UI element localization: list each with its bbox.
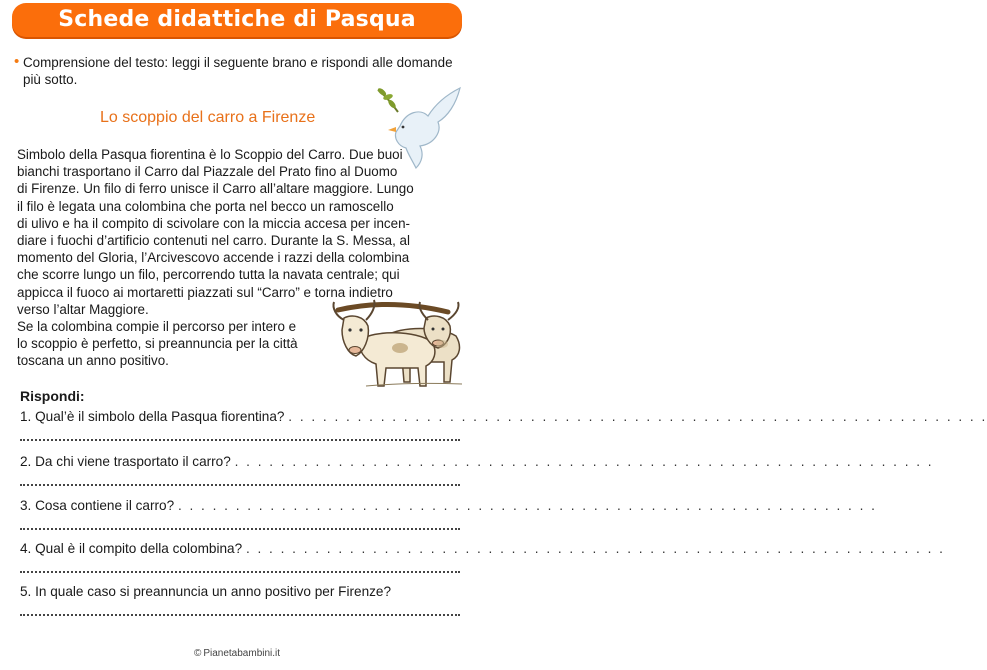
- bullet-icon: •: [14, 53, 20, 70]
- article-line: diare i fuochi d’artificio contenuti nel carro. Durante la S. Messa, al: [17, 233, 410, 249]
- footer-site: Pianetabambini.it: [203, 648, 281, 659]
- intro-text: Comprensione del testo: leggi il seguente brano e rispondi alle domande più sotto.: [23, 55, 453, 87]
- answer-line: [20, 612, 460, 616]
- article-line: di Firenze. Un filo di ferro unisce il Carro all’altare maggiore. Lungo: [17, 181, 414, 197]
- answer-line: [20, 526, 460, 530]
- article-line: verso l’altar Maggiore.: [17, 301, 149, 317]
- article-line: momento del Gloria, l’Arcivescovo accende i razzi della colombina: [17, 250, 410, 266]
- answer-dots: . . . . . . . . . . . . . . . . . . . . . . . . . . . . . . . . . . . . . . . . . . . . . . . . . . . . . . . . . . . . .: [177, 498, 877, 513]
- page-title: Schede didattiche di Pasqua: [58, 7, 416, 32]
- answer-dots: . . . . . . . . . . . . . . . . . . . . . . . . . . . . . . . . . . . . . . . . . . . . . . . . . . . . . . . . . . . . .: [288, 409, 987, 424]
- footer: [0, 648, 474, 659]
- oxen-pair-icon: [330, 296, 470, 388]
- question-4: [20, 541, 945, 556]
- question-2: [20, 454, 934, 469]
- article-line: bianchi trasportano il Carro dal Piazzale del Prato fino al Duomo: [17, 164, 398, 180]
- answer-dots: . . . . . . . . . . . . . . . . . . . . . . . . . . . . . . . . . . . . . . . . . . . . . . . . . . . . . . . . . . . . .: [234, 454, 934, 469]
- question-text: 3. Cosa contiene il carro?: [20, 498, 175, 513]
- question-3: [20, 498, 877, 513]
- question-text: 5. In quale caso si preannuncia un anno positivo per Firenze?: [20, 584, 392, 599]
- question-text: 1. Qual’è il simbolo della Pasqua fiorentina?: [20, 409, 285, 424]
- article-line: appicca il fuoco ai mortaretti piazzati sul “Carro” e torna indietro: [17, 284, 393, 300]
- question-text: 2. Da chi viene trasportato il carro?: [20, 454, 231, 469]
- article-line: Se la colombina compie il percorso per intero e: [17, 319, 297, 335]
- article-line: Simbolo della Pasqua fiorentina è lo Scoppio del Carro. Due buoi: [17, 147, 403, 162]
- answers-heading: Rispondi:: [20, 388, 85, 404]
- article-line: lo scoppio è perfetto, si preannuncia per la città: [17, 336, 298, 352]
- article-line: di ulivo e ha il compito di scivolare con la miccia accesa per incen-: [17, 215, 410, 231]
- article-body: [17, 146, 414, 370]
- article-title: Lo scoppio del carro a Firenze: [100, 109, 316, 126]
- answer-dots: . . . . . . . . . . . . . . . . . . . . . . . . . . . . . . . . . . . . . . . . . . . . . . . . . . . . . . . . . . . . .: [245, 541, 945, 556]
- answer-line: [20, 482, 460, 486]
- question-text: 4. Qual è il compito della colombina?: [20, 541, 243, 556]
- header-banner: [12, 3, 462, 37]
- question-1: [20, 409, 987, 424]
- answer-line: [20, 569, 460, 573]
- question-5: [20, 584, 460, 599]
- article-line: toscana un anno positivo.: [17, 353, 169, 369]
- article-line: che scorre lungo un filo, percorrendo tutta la navata centrale; qui: [17, 267, 400, 283]
- answer-line: [20, 437, 460, 441]
- copyright-icon: ©: [193, 648, 202, 659]
- article-line: il filo è legata una colombina che porta nel becco un ramoscello: [17, 198, 394, 214]
